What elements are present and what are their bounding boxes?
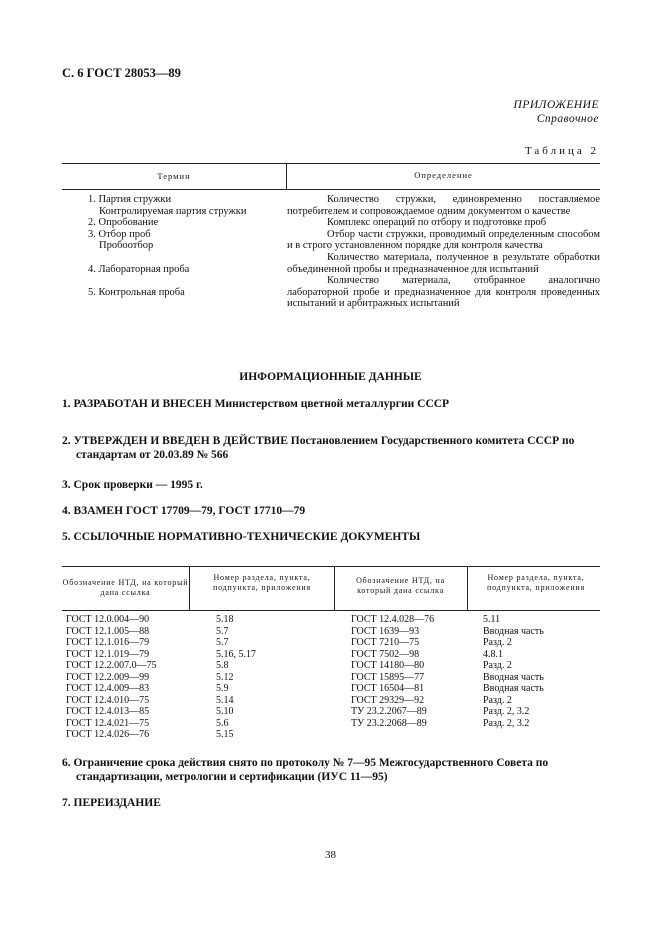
page-number: 38 [325,849,336,861]
table-row: ГОСТ 12.4.026—76 [66,729,150,740]
term-5: 5. Контрольная проба [88,286,185,298]
table1-col-term: Термин [157,171,191,181]
table-row: ГОСТ 12.4.010—75 [66,694,150,706]
table-row: ГОСТ 1639—93 [351,625,420,637]
table1-top-rule [62,163,600,164]
term-1: 1. Партия стружки [88,194,172,205]
table-row: ТУ 23.2.2067—89 [351,706,427,717]
table-row: 5.9 [216,683,229,694]
table-row: 5.7 [216,625,229,637]
info-item-6-text: 6. Ограничение срока действия снято по протоколу № 7—95 Межгосударственного Совета по стандартизации, метрологии и сертификации (ИУС 11—95) [62,757,549,783]
table2-left-docs [66,614,157,741]
table-row: ГОСТ 7210—75 [351,637,420,648]
table1-header-rule [62,189,600,190]
table-row: 5.8 [216,660,229,671]
info-item-6 [62,756,604,784]
info-title: ИНФОРМАЦИОННЫЕ ДАННЫЕ [239,371,422,383]
term-4: 4. Лабораторная проба [88,263,190,275]
table-row: ГОСТ 29329—92 [351,694,425,706]
table-row: 5.14 [216,694,234,706]
info-item-3: 3. Срок проверки — 1995 г. [62,479,203,491]
table-row: Разд. 2 [483,660,512,671]
table-row: 4.8.1 [483,648,503,660]
appendix-subtitle: Справочное [536,113,599,125]
table1-col-def: Определение [414,170,473,180]
term-1b: Контролируемая партия стружки [99,205,247,217]
table-row: ГОСТ 14180—80 [351,660,425,671]
table-row: ГОСТ 12.1.005—88 [66,625,150,637]
term-3: 3. Отбор проб [88,228,151,240]
table-row: ТУ 23.2.2068—89 [351,717,427,729]
definition-4: Количество материала, полученное в результате обработки объединенной пробы и предназначенное для испытаний [287,251,600,275]
table-row: ГОСТ 12.2.007.0—75 [66,660,157,671]
info-item-2 [62,434,602,462]
table-row: Вводная часть [483,625,544,637]
table2-divider-2 [334,566,335,610]
definition-1: Количество стружки, единовременно поставляемое потребителем и сопровождаемое одним документом о качестве [287,194,600,217]
definition-5: Количество материала, отобранное аналогично лабораторной пробе и предназначенное для контроля проведенных испытаний и арбитражных испытаний [287,275,600,310]
table-row: 5.16, 5.17 [216,648,256,660]
table-row: ГОСТ 12.1.016—79 [66,637,150,648]
definition-3: Отбор части стружки, проводимый определенным способом и в строго установленном порядке для контроля качества [287,228,600,252]
table-row: ГОСТ 12.0.004—90 [66,614,150,625]
table-row: ГОСТ 12.4.009—83 [66,683,150,694]
table-row: ГОСТ 7502—98 [351,648,420,660]
table-row: ГОСТ 12.1.019—79 [66,648,150,660]
table1-terms [88,194,247,298]
table-row: Разд. 2, 3.2 [483,717,530,729]
table-row: Разд. 2 [483,637,512,648]
table2-header-ref-left: Номер раздела, пункта, подпункта, приложения [213,573,311,592]
table2-right-docs [351,614,434,729]
page-header: С. 6 ГОСТ 28053—89 [62,66,181,80]
definition-2: Комплекс операций по отбору и подготовке проб [327,217,547,229]
table-row: Разд. 2 [483,694,512,706]
table2-header-ref-right: Номер раздела, пункта, подпункта, приложения [487,573,585,592]
table-row: 5.7 [216,637,229,648]
table-row: ГОСТ 12.4.013—85 [66,706,150,717]
table2-header-doc-right: Обозначение НТД, на который дана ссылка [356,576,445,595]
table-row: ГОСТ 12.4.021—75 [66,717,150,729]
table-row: Вводная часть [483,671,544,683]
table2-header-doc-left: Обозначение НТД, на который дана ссылка [62,578,189,597]
term-3b: Пробоотбор [99,240,154,252]
info-item-4: 4. ВЗАМЕН ГОСТ 17709—79, ГОСТ 17710—79 [62,505,306,517]
table1-definitions [287,194,600,310]
info-item-1: 1. РАЗРАБОТАН И ВНЕСЕН Министерством цветной металлургии СССР [62,398,450,410]
table-row: ГОСТ 15895—77 [351,671,425,683]
table2-left-refs [216,614,256,741]
table-row: 5.18 [216,614,234,625]
info-item-7: 7. ПЕРЕИЗДАНИЕ [62,797,161,809]
table-row: ГОСТ 12.4.028—76 [351,614,435,625]
table-row: Разд. 2, 3.2 [483,706,530,717]
table2-header-rule [62,610,600,611]
table-row: 5.12 [216,671,234,683]
table2-divider-3 [467,566,468,610]
table-row: 5.6 [216,717,229,729]
table-row: 5.10 [216,706,234,717]
table-row: ГОСТ 12.2.009—99 [66,671,150,683]
table2-right-refs [483,614,544,729]
table-row: ГОСТ 16504—81 [351,683,425,694]
table-row: 5.15 [216,729,234,740]
table-label: Таблица 2 [524,145,599,157]
table-row: Вводная часть [483,683,544,694]
info-item-5: 5. ССЫЛОЧНЫЕ НОРМАТИВНО-ТЕХНИЧЕСКИЕ ДОКУМЕНТЫ [62,531,421,543]
table-row: 5.11 [483,614,501,625]
appendix-title: ПРИЛОЖЕНИЕ [513,99,599,111]
table2-divider-1 [189,566,190,610]
term-2: 2. Опробование [88,217,159,229]
table2-top-rule [62,566,600,567]
appendix-block [514,98,599,126]
info-item-2-text: 2. УТВЕРЖДЕН И ВВЕДЕН В ДЕЙСТВИЕ Постановлением Государственного комитета СССР по стандартам от 20.03.89 № 566 [62,435,575,461]
